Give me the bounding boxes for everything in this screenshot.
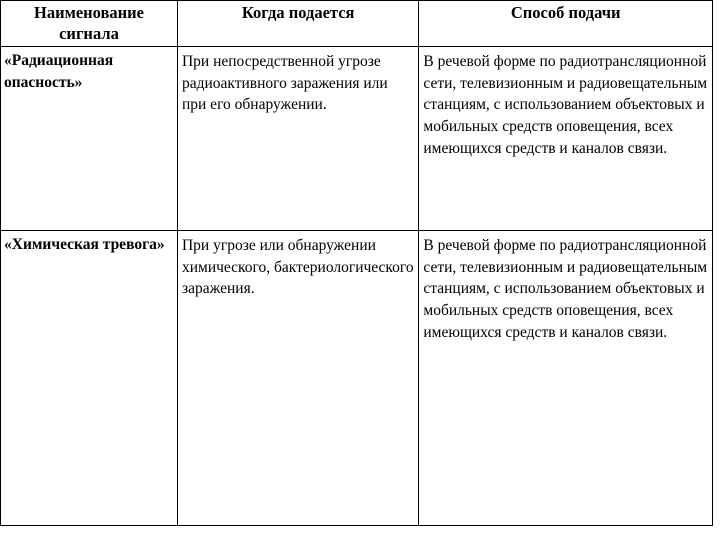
header-delivery-method: Способ подачи <box>419 1 713 47</box>
delivery-method-cell: В речевой форме по радиотрансляционной сети, телевизионным и радиовещательным станциям, с использованием объектовых и мобильных средств оповещения, всех имеющихся средств и каналов связи. <box>419 231 713 526</box>
table-header-row <box>1 1 713 47</box>
when-issued-cell: При непосредственной угрозе радиоактивного заражения или при его обнаружении. <box>177 47 418 231</box>
header-when-issued: Когда подается <box>177 1 418 47</box>
delivery-method-cell: В речевой форме по радиотрансляционной сети, телевизионным и радиовещательным станциям, с использованием объектовых и мобильных средств оповещения, всех имеющихся средств и каналов связи. <box>419 47 713 231</box>
header-signal-name: Наименование сигнала <box>1 1 178 47</box>
table-row <box>1 231 713 526</box>
table-row <box>1 47 713 231</box>
signal-name-cell: «Химическая тревога» <box>1 231 178 526</box>
when-issued-cell: При угрозе или обнаружении химического, бактериологического заражения. <box>177 231 418 526</box>
signal-name-cell: «Радиационная опасность» <box>1 47 178 231</box>
